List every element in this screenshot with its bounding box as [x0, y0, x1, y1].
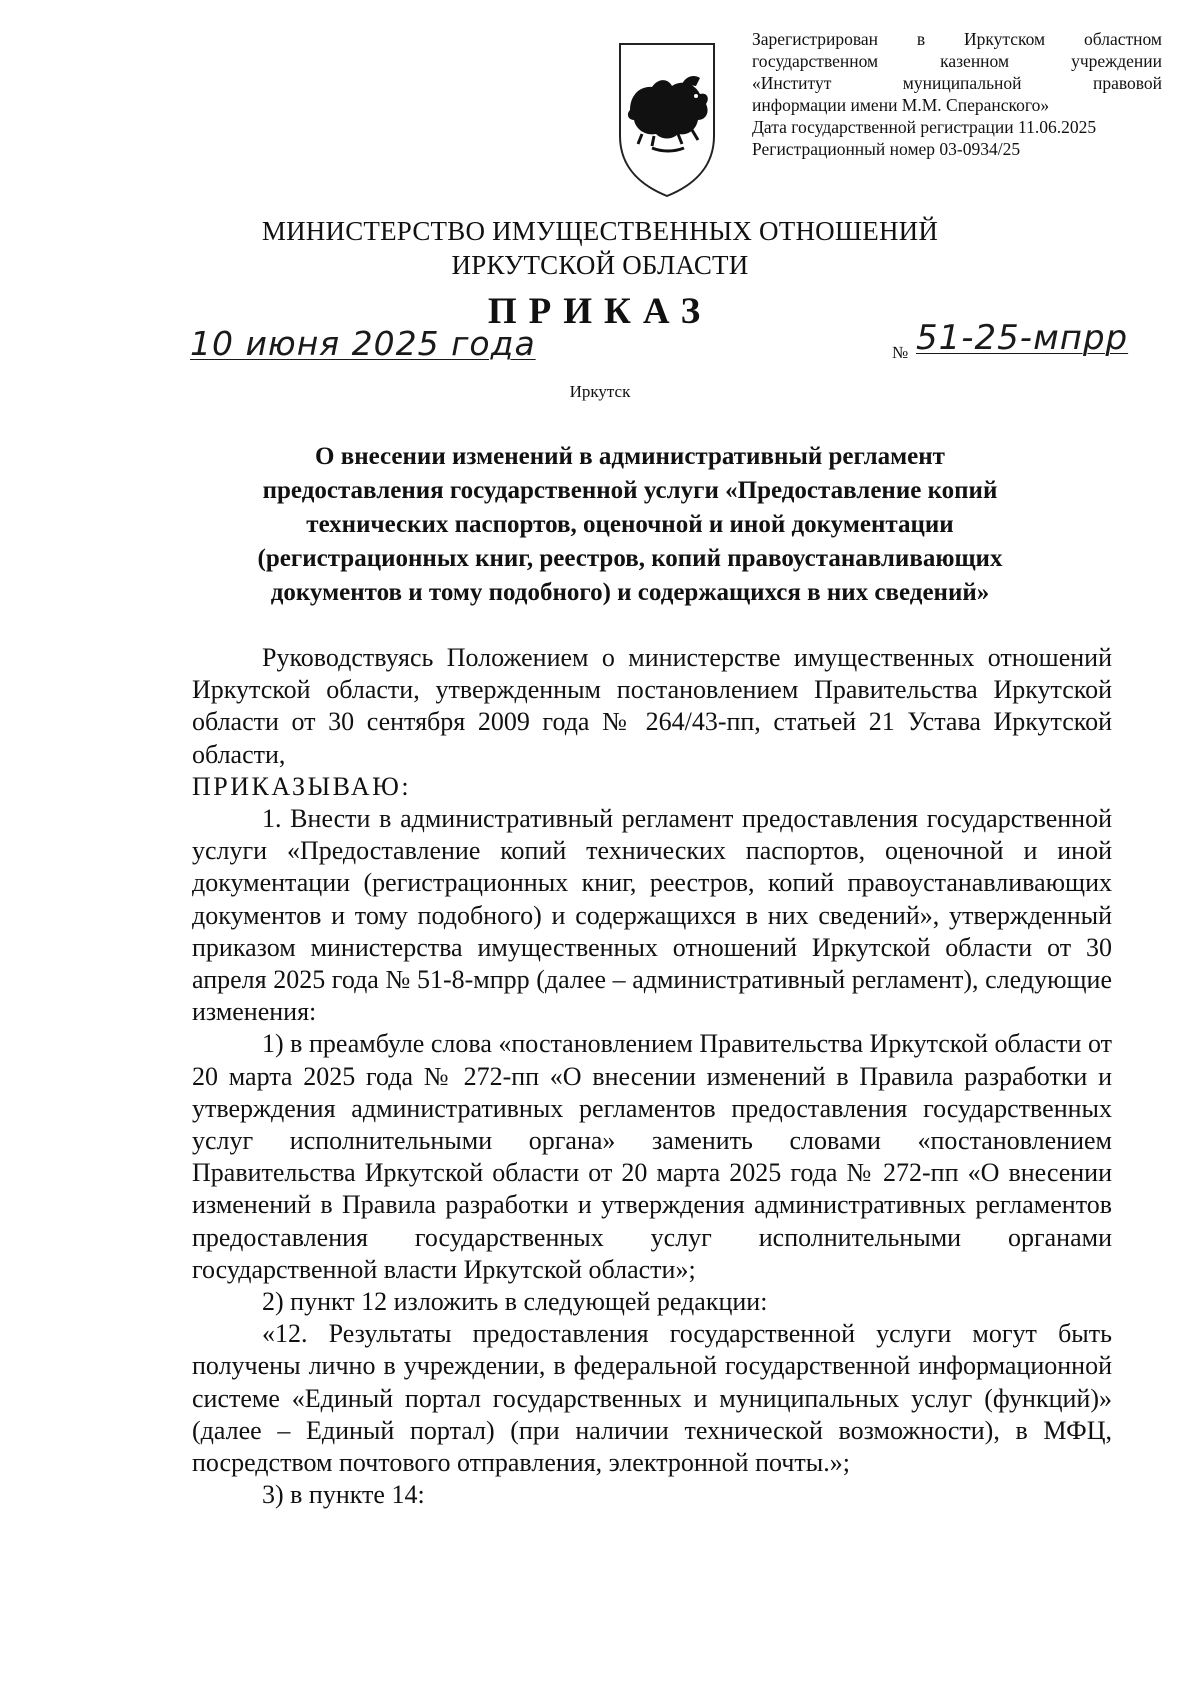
- subitem-1-paragraph: 1) в преамбуле слова «постановлением Правительства Иркутской области от 20 марта 2025 года № 272-пп «О внесении изменений в Правила разработки и утверждения административных регламентов предоставления государственных услуг исполнительными органа» заменить словами «постановлением Правительства Иркутской области от 20 марта 2025 года № 272-пп «О внесении изменений в Правила разработки и утверждения административных регламентов предоставления государственных услуг исполнительными органами государственной власти Иркутской области»;: [192, 1029, 1112, 1284]
- order-date-handwritten: 10 июня 2025 года: [190, 324, 536, 363]
- registration-line: «Институт муниципальной правовой: [752, 73, 1162, 93]
- ministry-line-2: ИРКУТСКОЙ ОБЛАСТИ: [451, 250, 749, 280]
- order-heading: ПРИКАЗ: [487, 291, 713, 332]
- registration-line: государственном казенном учреждении: [752, 51, 1162, 71]
- preamble-paragraph: Руководствуясь Положением о министерстве имущественных отношений Иркутской области, утвержденным постановлением Правительства Иркутской области от 30 сентября 2009 года № 264/43-пп, статьей 21 Устава Иркутской области,: [192, 643, 1112, 769]
- item-1-paragraph: 1. Внести в административный регламент предоставления государственной услуги «Предоставление копий технических паспортов, оценочной и иной документации (регистрационных книг, реестров, копий правоустанавливающих документов и тому подобного) и содержащихся в них сведений», утвержденный приказом министерства имущественных отношений Иркутской области от 30 апреля 2025 года № 51-8-мпрр (далее – административный регламент), следующие изменения:: [192, 804, 1112, 1027]
- title-line: О внесении изменений в административный регламент: [315, 443, 945, 470]
- ministry-line-1: МИНИСТЕРСТВО ИМУЩЕСТВЕННЫХ ОТНОШЕНИЙ: [261, 216, 939, 246]
- subitem-2-paragraph: 2) пункт 12 изложить в следующей редакции:: [262, 1287, 768, 1317]
- ministry-name: [0, 214, 1200, 282]
- registration-line: Зарегистрирован в Иркутском областном: [752, 29, 1162, 49]
- registration-line: информации имени М.М. Сперанского»: [752, 95, 1050, 115]
- order-number-handwritten: 51-25-мпрр: [916, 318, 1129, 358]
- order-body: [192, 642, 1112, 1511]
- title-line: документов и тому подобного) и содержащихся в них сведений»: [270, 579, 990, 606]
- order-title: [190, 440, 1070, 610]
- registration-note: [752, 28, 1162, 160]
- registration-number: Регистрационный номер 03-0934/25: [752, 139, 1021, 159]
- irkutsk-coat-of-arms-icon: [612, 40, 722, 200]
- subitem-3-paragraph: 3) в пункте 14:: [262, 1480, 425, 1510]
- order-city: Иркутск: [569, 382, 631, 401]
- order-word: ПРИКАЗЫВАЮ:: [192, 771, 412, 801]
- registration-date: Дата государственной регистрации 11.06.2025: [752, 117, 1097, 137]
- title-line: предоставления государственной услуги «Предоставление копий: [262, 477, 998, 504]
- title-line: (регистрационных книг, реестров, копий правоустанавливающих: [257, 545, 1003, 572]
- title-line: технических паспортов, оценочной и иной документации: [306, 511, 954, 538]
- quote-12-paragraph: «12. Результаты предоставления государственной услуги могут быть получены лично в учреждении, в федеральной государственной информационной системе «Единый портал государственных и муниципальных услуг (функций)» (далее – Единый портал) (при наличии технической возможности), в МФЦ, посредством почтового отправления, электронной почты.»;: [192, 1319, 1112, 1478]
- order-number-sign: №: [892, 343, 909, 362]
